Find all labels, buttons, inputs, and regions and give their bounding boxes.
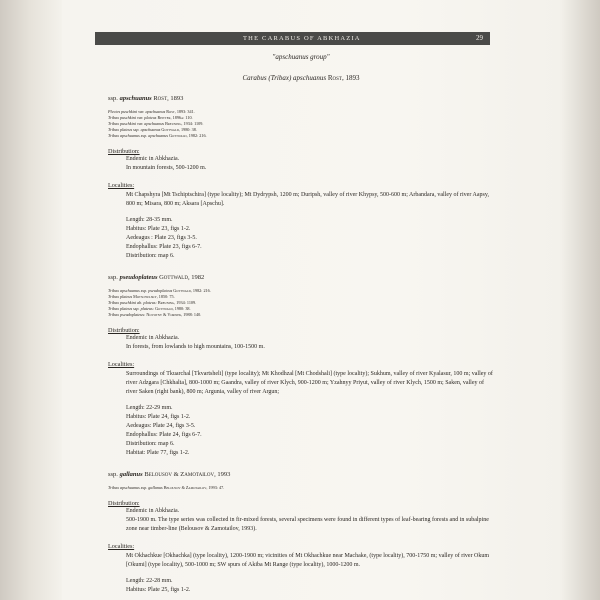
synonym-name: Tribax puschkini var. plateus xyxy=(108,115,158,120)
distribution-text: Endemic in Abkhazia. xyxy=(126,335,180,341)
ssp-label: ssp. xyxy=(108,95,120,102)
species-title xyxy=(108,74,494,82)
distribution-heading: Distribution: xyxy=(108,500,140,507)
subspecies-author: Rost, 1893 xyxy=(151,95,184,102)
subspecies-heading xyxy=(108,274,494,281)
subspecies-author: Belousov & Zamotailov, 1993 xyxy=(142,471,231,478)
distribution-text: Endemic in Abkhazia. xyxy=(126,508,180,514)
synonym-reference: Motschulsky, 1850: 75. xyxy=(133,294,175,299)
distribution-heading: Distribution: xyxy=(108,148,140,155)
synonym-reference: Gottwald, 1980: 38. xyxy=(161,127,197,132)
synonym-name: Tribax apschuanus ssp. pseudoplateus xyxy=(108,288,174,293)
synonym-reference: Breuning, 1934: 1109. xyxy=(165,121,204,126)
distribution-text: In mountain forests, 500-1200 m. xyxy=(126,165,207,171)
localities-heading: Localities: xyxy=(108,543,135,550)
subspecies-section xyxy=(108,471,494,595)
synonym-reference: Belousov & Zamotailov, 1993: 47. xyxy=(163,485,225,490)
synonym-reference: Gottwald, 1982: 216. xyxy=(169,133,207,138)
page-gutter-shadow xyxy=(0,0,62,600)
subspecies-name: pseudoplateus xyxy=(119,274,158,281)
running-title: THE CARABUS OF ABKHAZIA xyxy=(243,35,361,42)
detail-line: Endophallus: Plate 24, figs 6-7. xyxy=(126,432,202,438)
detail-line: Habitus: Plate 25, figs 1-2. xyxy=(126,587,191,593)
synonym-name: Tribax plateus ssp. plateus: xyxy=(108,306,156,311)
species-name: Carabus (Tribax) apschuanus xyxy=(242,74,327,82)
synonym-name: Tribax apschuanus ssp. gallanus xyxy=(108,485,164,490)
synonym-reference: Rost, 1893: 341. xyxy=(166,109,195,114)
synonym-name: Tribax puschkini ab. plateus: xyxy=(108,300,158,305)
detail-line: Habitat: Plate 77, figs 1-2. xyxy=(126,450,190,456)
synonym-entry xyxy=(108,485,494,491)
detail-line: Endophallus: Plate 23, figs 6-7. xyxy=(126,244,202,250)
synonym-reference: Gottwald, 1982: 216. xyxy=(173,288,211,293)
synonym-name: Tribax pseudoplateus: xyxy=(108,312,147,317)
ssp-label: ssp. xyxy=(108,274,120,281)
subspecies-list xyxy=(108,95,494,595)
detail-line: Aedeagus : Plate 23, figs 3-5. xyxy=(126,235,197,241)
species-author: Rost, 1893 xyxy=(327,74,360,82)
synonym-name: Tribax puschkini var. apschuanus xyxy=(108,121,166,126)
detail-line: Length: 28-35 mm. xyxy=(126,217,173,223)
group-title: "apschuanus group" xyxy=(272,53,330,61)
spacer xyxy=(108,209,494,216)
running-header xyxy=(95,32,490,45)
subspecies-author: Gottwald, 1982 xyxy=(157,274,205,281)
detail-line: Distribution: map 6. xyxy=(126,441,175,447)
subspecies-heading xyxy=(108,95,494,102)
synonym-reference: Novotny & Vorisek, 1988: 140. xyxy=(146,312,202,317)
synonym-entry xyxy=(108,312,494,318)
detail-line: Habitus: Plate 23, figs 1-2. xyxy=(126,226,191,232)
synonym-entry xyxy=(108,133,494,139)
synonymy-list xyxy=(108,485,494,491)
detail-line: Habitus: Plate 24, figs 1-2. xyxy=(126,414,191,420)
subspecies-name: gallanus xyxy=(119,471,143,478)
detail-line: Aedeagus: Plate 24, figs 3-5. xyxy=(126,423,196,429)
synonymy-list xyxy=(108,109,494,139)
localities-text: Surroundings of Tkuarchal [Tkvartsheli] (type locality); Mt Khodhzal [Mt Chodshali] (type locality); Sukhum, valley of river Kyalasur, 100 m; valley of river Adzgara [Chkhalta], 800-1000 m; Gaandra, valley of river Klych, 900-1200 m; Yzahnyy Priyut, valley of river Klych, 1500 m; Saken, valley of river Saken (right bank), 800 m; Argunia, valley of river Argun; xyxy=(126,371,493,395)
synonymy-list xyxy=(108,288,494,318)
spacer xyxy=(108,397,494,404)
distribution-text: 500-1900 m. The type series was collected in fir-mixed forests, several specimens were found in different types of leaf-bearing forests and in subalpine zone near timber-line (Belousov & Zamotailov, 1993). xyxy=(126,517,489,532)
detail-line: Distribution: map 6. xyxy=(126,253,175,259)
localities-text: Mt Okhachkue [Okhachka] (type locality), 1200-1900 m; vicinities of Mt Okhachkue near Machake, (type locality), 700-1750 m; valley of river Okum [Okumi] (type locality), 500-1000 m; SW spurs of Akiba Mt Range (type locality), 1000-1200 m. xyxy=(126,553,490,568)
synonym-reference: Gottwald, 1980: 38. xyxy=(155,306,191,311)
synonym-reference: Reitter, 1896a: 110. xyxy=(157,115,193,120)
distribution-text: In forests, from lowlands to high mountains, 100-1500 m. xyxy=(126,344,265,350)
page-number: 29 xyxy=(476,34,483,42)
detail-line: Length: 22-29 mm. xyxy=(126,405,173,411)
page-content xyxy=(108,53,494,595)
localities-text: Mt Chapshyra [Mt Tschiptschira] (type locality); Mt Dydrypsh, 1200 m; Duripsh, valley of river Khypsy, 500-600 m; Arbandara, valley of river Aapsy, 800 m; Misara, 800 m; Aksara [Apschu]. xyxy=(126,192,489,207)
localities-heading: Localities: xyxy=(108,182,135,189)
ssp-label: ssp. xyxy=(108,471,120,478)
synonym-name: Tribax plateus ssp. apschuanus xyxy=(108,127,162,132)
distribution-heading: Distribution: xyxy=(108,327,140,334)
subspecies-name: apschuanus xyxy=(119,95,152,102)
synonym-name: Tribax apschuanus ssp. apschuanus xyxy=(108,133,170,138)
spacer xyxy=(108,570,494,577)
localities-heading: Localities: xyxy=(108,361,135,368)
subspecies-section xyxy=(108,274,494,458)
distribution-text: Endemic in Abkhazia. xyxy=(126,156,180,162)
synonym-name: Plectes puschkini var. apschuanus xyxy=(108,109,167,114)
subspecies-heading xyxy=(108,471,494,478)
detail-line: Length: 22-28 mm. xyxy=(126,578,173,584)
synonym-name: Tribax plateus xyxy=(108,294,134,299)
synonym-reference: Breuning, 1934: 1109. xyxy=(157,300,197,305)
subspecies-section xyxy=(108,95,494,261)
